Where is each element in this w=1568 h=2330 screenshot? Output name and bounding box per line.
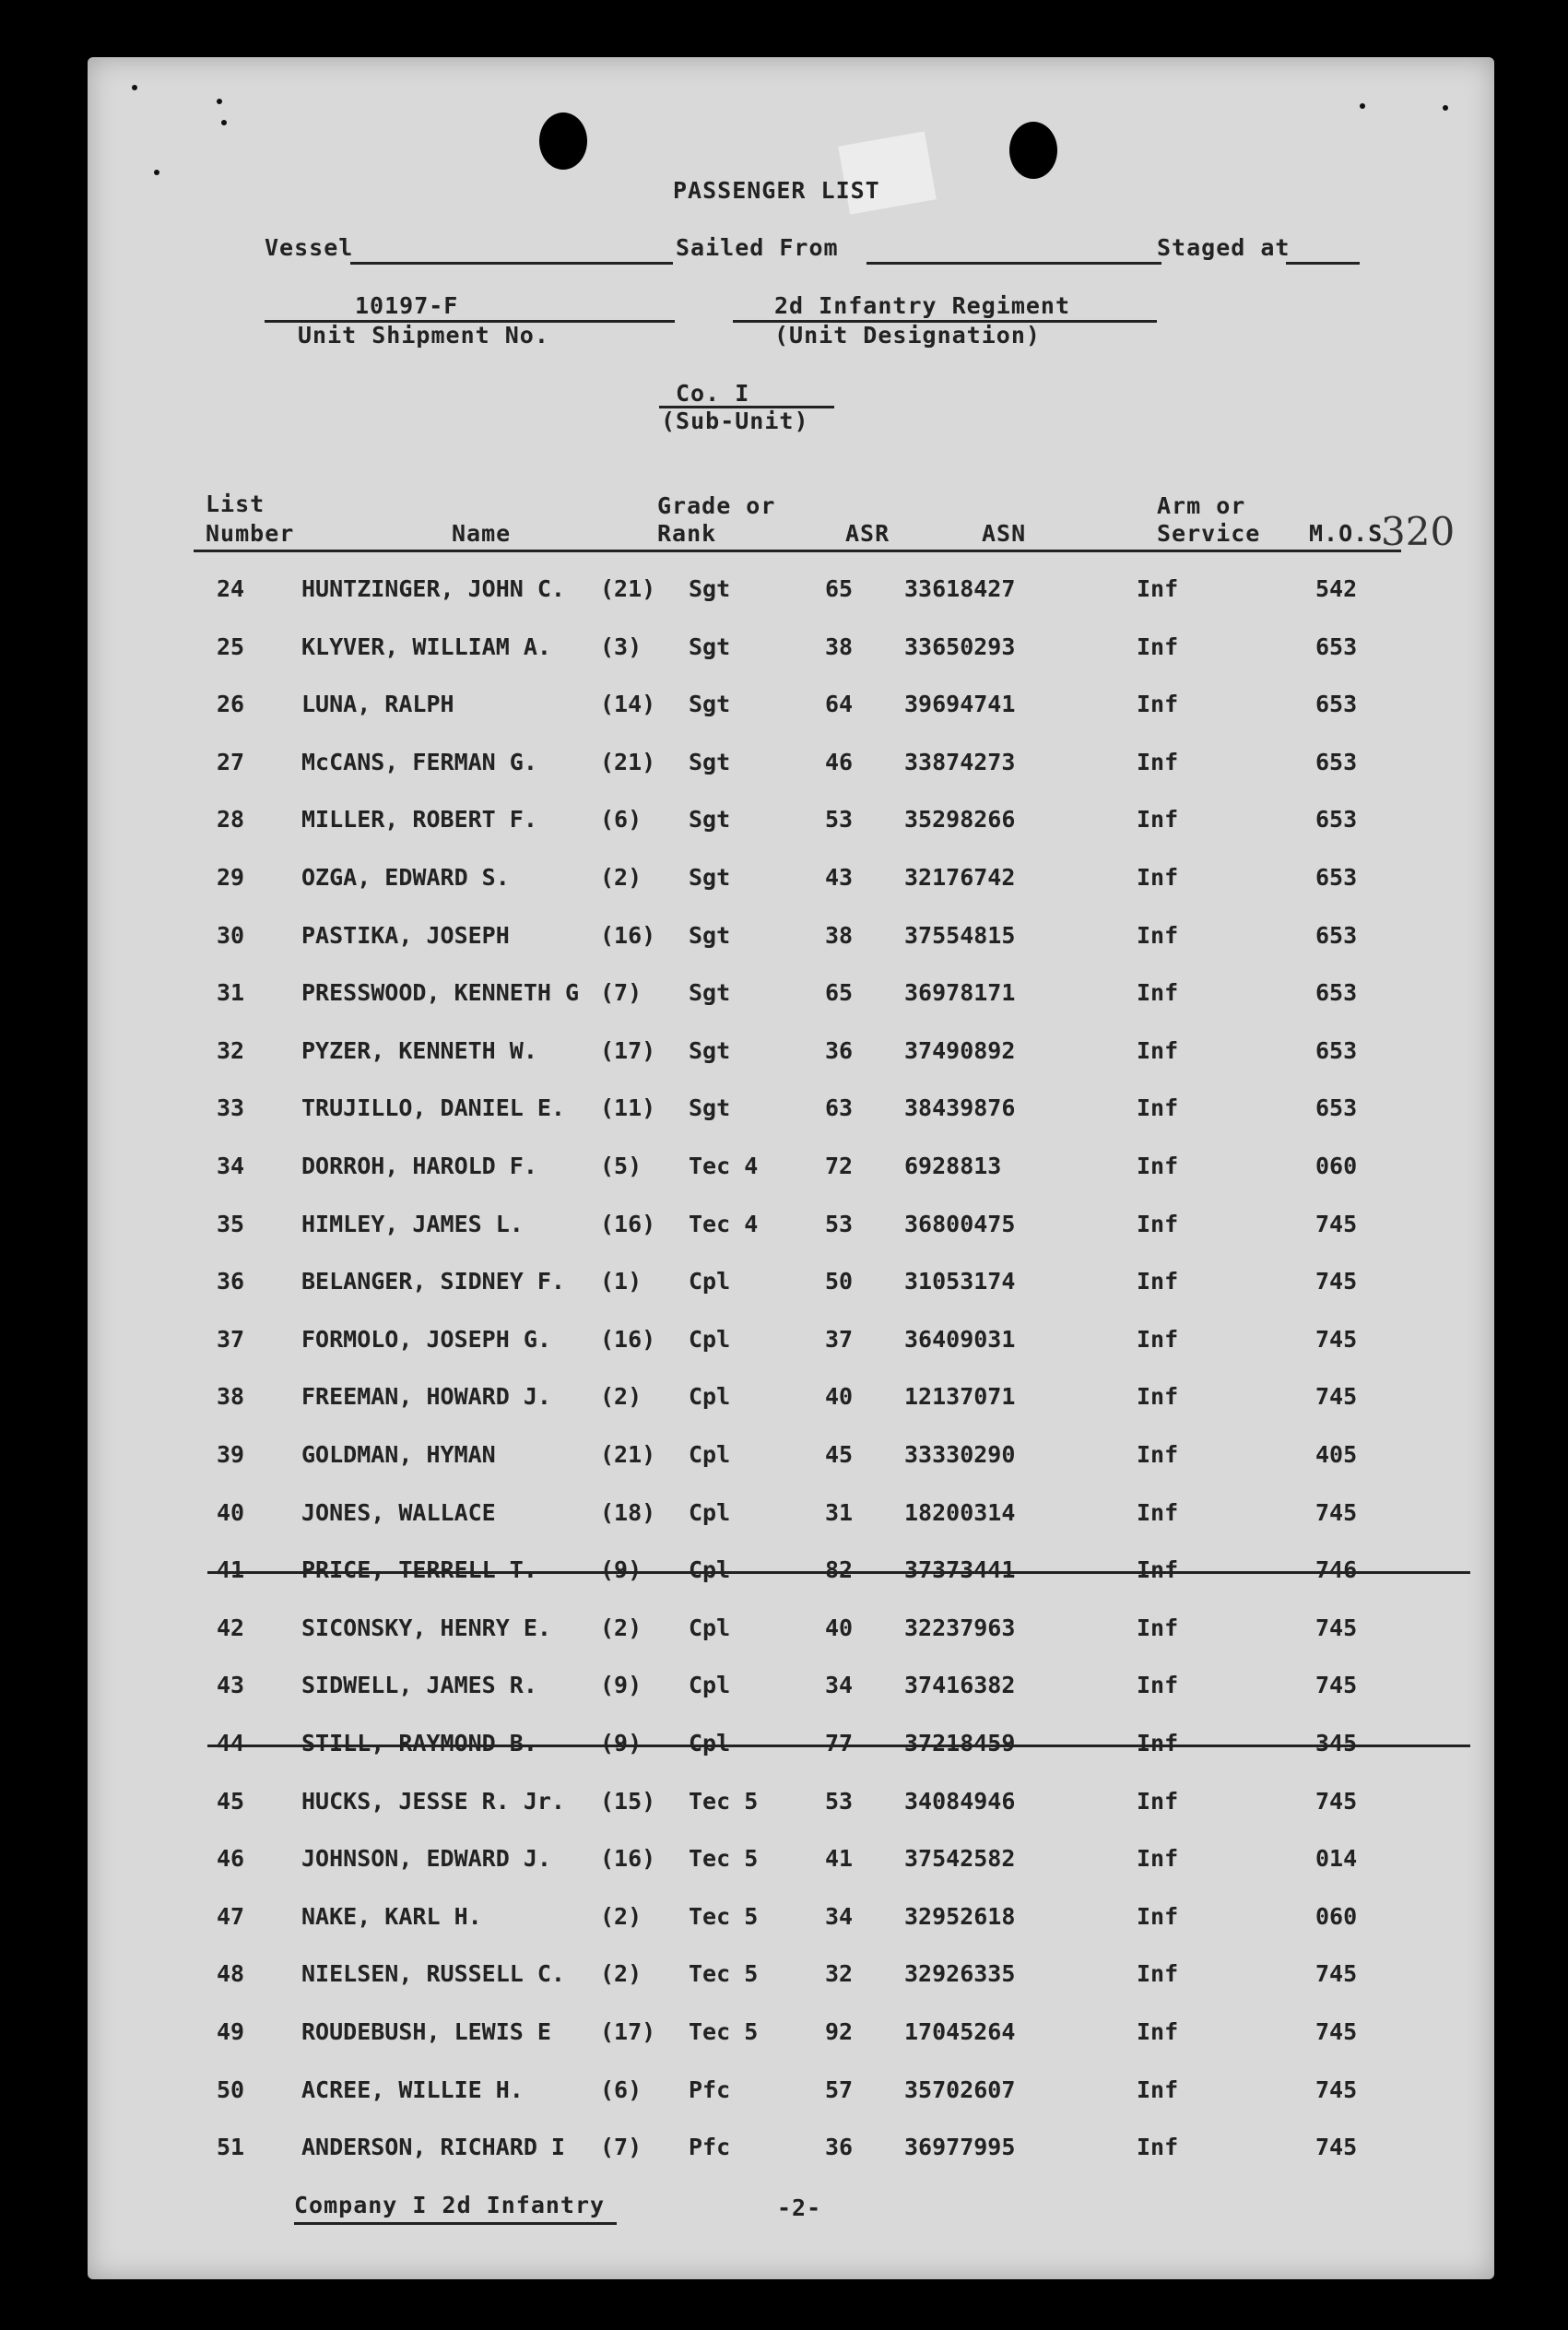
row-name: SIDWELL, JAMES R. [301, 1672, 537, 1699]
row-group: (9) [600, 1556, 643, 1584]
speck [154, 170, 159, 175]
page-number: 320 [1381, 509, 1456, 554]
row-name: JOHNSON, EDWARD J. [301, 1845, 551, 1873]
row-number: 28 [217, 806, 245, 834]
row-asr: 46 [825, 748, 854, 775]
row-grade: Sgt [689, 633, 731, 660]
row-grade: Sgt [689, 691, 731, 718]
row-arm: Inf [1137, 1845, 1179, 1873]
row-asn: 12137071 [904, 1383, 1016, 1411]
table-row [88, 1672, 1494, 1709]
row-number: 31 [217, 979, 245, 1007]
table-row [88, 1383, 1494, 1420]
strikethrough-line [207, 1745, 1470, 1747]
row-mos: 745 [1315, 2134, 1358, 2161]
row-asr: 45 [825, 1441, 854, 1468]
row-grade: Sgt [689, 806, 731, 834]
row-arm: Inf [1137, 633, 1179, 660]
row-asn: 36978171 [904, 979, 1016, 1007]
table-row [88, 1788, 1494, 1825]
unit-shipment-number: 10197-F [355, 292, 459, 319]
document-page [88, 57, 1494, 2279]
row-mos: 653 [1315, 691, 1358, 718]
row-grade: Pfc [689, 2134, 731, 2161]
col-asr: ASR [845, 520, 890, 547]
table-row [88, 1153, 1494, 1189]
row-group: (3) [600, 633, 643, 660]
row-asr: 82 [825, 1556, 854, 1584]
row-group: (15) [600, 1787, 656, 1815]
row-grade: Cpl [689, 1614, 731, 1641]
row-number: 24 [217, 575, 245, 602]
row-name: DORROH, HAROLD F. [301, 1153, 537, 1179]
row-arm: Inf [1137, 1787, 1179, 1815]
row-grade: Cpl [689, 1325, 731, 1353]
row-arm: Inf [1137, 806, 1179, 834]
row-name: McCANS, FERMAN G. [301, 748, 537, 775]
row-name: TRUJILLO, DANIEL E. [301, 1094, 565, 1122]
row-group: (11) [600, 1094, 656, 1122]
table-row [88, 1903, 1494, 1940]
row-group: (16) [600, 1325, 656, 1353]
table-row [88, 2076, 1494, 2113]
row-number: 45 [217, 1787, 245, 1815]
row-asr: 31 [825, 1498, 854, 1526]
staged-at-field-line [1286, 262, 1360, 265]
row-asr: 53 [825, 1787, 854, 1815]
row-number: 50 [217, 2076, 245, 2103]
row-mos: 405 [1315, 1441, 1358, 1468]
table-row [88, 1094, 1494, 1131]
row-grade: Tec 5 [689, 1787, 759, 1815]
row-mos: 745 [1315, 1614, 1358, 1641]
footer-company: Company I 2d Infantry [294, 2192, 606, 2218]
row-asn: 36409031 [904, 1325, 1016, 1353]
row-number: 37 [217, 1325, 245, 1353]
row-mos: 653 [1315, 748, 1358, 775]
row-asn: 37490892 [904, 1036, 1016, 1064]
row-group: (14) [600, 691, 656, 718]
row-number: 39 [217, 1441, 245, 1468]
speck [1443, 105, 1448, 111]
table-row [88, 864, 1494, 901]
table-row [88, 2018, 1494, 2055]
table-row [88, 1441, 1494, 1478]
row-group: (16) [600, 1845, 656, 1873]
row-name: PASTIKA, JOSEPH [301, 921, 510, 949]
row-asr: 40 [825, 1614, 854, 1641]
row-asn: 35298266 [904, 806, 1016, 834]
row-asr: 34 [825, 1672, 854, 1699]
row-group: (7) [600, 979, 643, 1007]
row-group: (16) [600, 1210, 656, 1237]
row-asr: 65 [825, 979, 854, 1007]
row-name: MILLER, ROBERT F. [301, 806, 537, 834]
sub-unit: Co. I [676, 380, 750, 407]
row-number: 47 [217, 1902, 245, 1930]
row-mos: 014 [1315, 1845, 1358, 1873]
row-name: PRESSWOOD, KENNETH G [301, 979, 580, 1007]
row-grade: Tec 5 [689, 1960, 759, 1988]
punch-hole-right [1009, 122, 1057, 179]
table-row [88, 691, 1494, 727]
header-rule [194, 550, 1401, 552]
row-mos: 653 [1315, 979, 1358, 1007]
row-arm: Inf [1137, 1556, 1179, 1584]
table-row [88, 749, 1494, 786]
row-mos: 745 [1315, 1498, 1358, 1526]
row-group: (7) [600, 2134, 643, 2161]
row-arm: Inf [1137, 2018, 1179, 2045]
row-arm: Inf [1137, 748, 1179, 775]
row-number: 30 [217, 921, 245, 949]
row-asn: 32176742 [904, 864, 1016, 891]
table-row [88, 1556, 1494, 1593]
row-grade: Sgt [689, 1036, 731, 1064]
table-row [88, 922, 1494, 959]
row-asn: 37554815 [904, 921, 1016, 949]
row-mos: 745 [1315, 1672, 1358, 1699]
row-arm: Inf [1137, 1094, 1179, 1122]
table-row [88, 1499, 1494, 1536]
row-number: 46 [217, 1845, 245, 1873]
col-asn: ASN [982, 520, 1027, 547]
table-row [88, 1845, 1494, 1882]
row-asn: 18200314 [904, 1498, 1016, 1526]
row-asn: 37373441 [904, 1556, 1016, 1584]
row-asn: 17045264 [904, 2018, 1016, 2045]
row-name: ROUDEBUSH, LEWIS E [301, 2018, 551, 2045]
table-row [88, 1960, 1494, 1997]
row-asr: 41 [825, 1845, 854, 1873]
row-asr: 64 [825, 691, 854, 718]
row-number: 36 [217, 1268, 245, 1295]
row-mos: 745 [1315, 2076, 1358, 2103]
strikethrough-line [207, 1571, 1470, 1574]
sailed-from-label: Sailed From [676, 234, 839, 261]
row-number: 48 [217, 1960, 245, 1988]
table-row [88, 806, 1494, 843]
row-asr: 36 [825, 2134, 854, 2161]
row-number: 41 [217, 1556, 245, 1584]
row-number: 40 [217, 1498, 245, 1526]
row-grade: Cpl [689, 1441, 731, 1468]
row-grade: Cpl [689, 1730, 731, 1756]
row-group: (6) [600, 2076, 643, 2103]
row-grade: Sgt [689, 1094, 731, 1122]
row-name: LUNA, RALPH [301, 691, 454, 718]
row-grade: Tec 5 [689, 1845, 759, 1873]
row-number: 32 [217, 1036, 245, 1064]
row-asn: 32952618 [904, 1902, 1016, 1930]
row-asn: 36977995 [904, 2134, 1016, 2161]
row-name: SICONSKY, HENRY E. [301, 1614, 551, 1641]
row-mos: 745 [1315, 2018, 1358, 2045]
row-asn: 39694741 [904, 691, 1016, 718]
row-arm: Inf [1137, 1614, 1179, 1641]
row-group: (5) [600, 1153, 643, 1179]
footer-page: -2- [777, 2194, 822, 2221]
row-name: KLYVER, WILLIAM A. [301, 633, 551, 660]
speck [217, 99, 222, 104]
row-number: 34 [217, 1153, 245, 1179]
row-group: (21) [600, 748, 656, 775]
row-asn: 37542582 [904, 1845, 1016, 1873]
sub-unit-label: (Sub-Unit) [661, 408, 809, 434]
row-mos: 745 [1315, 1787, 1358, 1815]
unit-designation-label: (Unit Designation) [774, 322, 1041, 349]
speck [1360, 103, 1365, 109]
row-asn: 34084946 [904, 1787, 1016, 1815]
speck [132, 85, 137, 90]
row-number: 44 [217, 1730, 245, 1756]
row-grade: Sgt [689, 979, 731, 1007]
row-asr: 50 [825, 1268, 854, 1295]
row-name: PYZER, KENNETH W. [301, 1036, 537, 1064]
row-number: 38 [217, 1383, 245, 1411]
row-name: OZGA, EDWARD S. [301, 864, 510, 891]
sailed-from-field-line [867, 262, 1161, 265]
row-arm: Inf [1137, 979, 1179, 1007]
row-asr: 37 [825, 1325, 854, 1353]
table-row [88, 1730, 1494, 1767]
row-group: (1) [600, 1268, 643, 1295]
footer-rule [294, 2222, 617, 2225]
unit-shipment-label: Unit Shipment No. [298, 322, 549, 349]
row-asr: 72 [825, 1153, 854, 1179]
unit-designation: 2d Infantry Regiment [774, 292, 1071, 319]
row-group: (21) [600, 575, 656, 602]
row-asr: 53 [825, 1210, 854, 1237]
row-mos: 542 [1315, 575, 1358, 602]
row-group: (9) [600, 1730, 643, 1756]
row-asn: 36800475 [904, 1210, 1016, 1237]
row-arm: Inf [1137, 1210, 1179, 1237]
row-number: 51 [217, 2134, 245, 2161]
row-mos: 653 [1315, 1036, 1358, 1064]
row-arm: Inf [1137, 1441, 1179, 1468]
row-name: NIELSEN, RUSSELL C. [301, 1960, 565, 1988]
row-mos: 745 [1315, 1383, 1358, 1411]
row-name: FORMOLO, JOSEPH G. [301, 1325, 551, 1353]
col-mos: M.O.S [1309, 520, 1384, 547]
row-asr: 40 [825, 1383, 854, 1411]
row-asr: 38 [825, 921, 854, 949]
row-mos: 060 [1315, 1902, 1358, 1930]
row-asn: 37218459 [904, 1730, 1016, 1756]
row-grade: Tec 5 [689, 2018, 759, 2045]
row-arm: Inf [1137, 2134, 1179, 2161]
row-mos: 060 [1315, 1153, 1358, 1179]
row-number: 42 [217, 1614, 245, 1641]
form-title: PASSENGER LIST [673, 177, 880, 204]
col-list-number-2: Number [206, 520, 295, 547]
row-grade: Pfc [689, 2076, 731, 2103]
row-arm: Inf [1137, 1268, 1179, 1295]
row-asn: 33618427 [904, 575, 1016, 602]
row-group: (9) [600, 1672, 643, 1699]
row-asr: 92 [825, 2018, 854, 2045]
staged-at-label: Staged at [1157, 234, 1291, 261]
row-grade: Cpl [689, 1672, 731, 1699]
row-group: (6) [600, 806, 643, 834]
row-arm: Inf [1137, 575, 1179, 602]
row-grade: Cpl [689, 1556, 731, 1584]
row-mos: 653 [1315, 1094, 1358, 1122]
row-number: 27 [217, 748, 245, 775]
table-row [88, 633, 1494, 670]
row-name: PRICE, TERRELL T. [301, 1556, 537, 1584]
table-row [88, 1211, 1494, 1248]
table-row [88, 1268, 1494, 1305]
row-arm: Inf [1137, 1036, 1179, 1064]
row-number: 33 [217, 1094, 245, 1122]
row-grade: Sgt [689, 748, 731, 775]
row-mos: 746 [1315, 1556, 1358, 1584]
row-arm: Inf [1137, 1672, 1179, 1699]
row-mos: 745 [1315, 1268, 1358, 1295]
row-group: (2) [600, 1960, 643, 1988]
row-asn: 37416382 [904, 1672, 1016, 1699]
row-number: 35 [217, 1210, 245, 1237]
row-asn: 35702607 [904, 2076, 1016, 2103]
row-mos: 653 [1315, 806, 1358, 834]
vessel-label: Vessel [265, 234, 354, 261]
row-grade: Sgt [689, 864, 731, 891]
row-arm: Inf [1137, 1730, 1179, 1756]
row-asn: 32237963 [904, 1614, 1016, 1641]
row-mos: 745 [1315, 1210, 1358, 1237]
row-arm: Inf [1137, 1383, 1179, 1411]
row-group: (2) [600, 1902, 643, 1930]
row-grade: Tec 5 [689, 1902, 759, 1930]
row-asn: 38439876 [904, 1094, 1016, 1122]
row-mos: 745 [1315, 1325, 1358, 1353]
table-row [88, 979, 1494, 1016]
row-arm: Inf [1137, 2076, 1179, 2103]
table-row [88, 575, 1494, 612]
row-number: 26 [217, 691, 245, 718]
table-row [88, 1326, 1494, 1363]
row-grade: Cpl [689, 1498, 731, 1526]
row-number: 43 [217, 1672, 245, 1699]
row-asr: 63 [825, 1094, 854, 1122]
row-asr: 65 [825, 575, 854, 602]
row-arm: Inf [1137, 691, 1179, 718]
row-mos: 745 [1315, 1960, 1358, 1988]
row-asn: 32926335 [904, 1960, 1016, 1988]
row-name: HUCKS, JESSE R. Jr. [301, 1787, 565, 1815]
row-group: (17) [600, 1036, 656, 1064]
row-name: BELANGER, SIDNEY F. [301, 1268, 565, 1295]
col-list-number-1: List [206, 491, 265, 517]
row-grade: Tec 4 [689, 1210, 759, 1237]
row-name: NAKE, KARL H. [301, 1902, 482, 1930]
row-asn: 31053174 [904, 1268, 1016, 1295]
vessel-field-line [350, 262, 673, 265]
col-name: Name [452, 520, 512, 547]
row-asr: 36 [825, 1036, 854, 1064]
row-name: JONES, WALLACE [301, 1498, 496, 1526]
col-arm-1: Arm or [1157, 492, 1246, 519]
row-arm: Inf [1137, 921, 1179, 949]
col-grade-2: Rank [657, 520, 717, 547]
row-arm: Inf [1137, 864, 1179, 891]
table-row [88, 1614, 1494, 1651]
row-asn: 33650293 [904, 633, 1016, 660]
row-name: ANDERSON, RICHARD I [301, 2134, 565, 2161]
row-name: STILL, RAYMOND B. [301, 1730, 537, 1756]
row-group: (2) [600, 864, 643, 891]
row-asn: 33330290 [904, 1441, 1016, 1468]
row-grade: Sgt [689, 921, 731, 949]
col-arm-2: Service [1157, 520, 1261, 547]
row-group: (2) [600, 1383, 643, 1411]
row-group: (21) [600, 1441, 656, 1468]
row-asr: 32 [825, 1960, 854, 1988]
row-grade: Tec 4 [689, 1153, 759, 1179]
row-group: (18) [600, 1498, 656, 1526]
row-asr: 53 [825, 806, 854, 834]
row-number: 25 [217, 633, 245, 660]
row-name: HIMLEY, JAMES L. [301, 1210, 524, 1237]
row-group: (17) [600, 2018, 656, 2045]
row-mos: 345 [1315, 1730, 1358, 1756]
row-arm: Inf [1137, 1153, 1179, 1179]
row-asr: 57 [825, 2076, 854, 2103]
row-group: (2) [600, 1614, 643, 1641]
row-grade: Cpl [689, 1268, 731, 1295]
row-arm: Inf [1137, 1902, 1179, 1930]
row-asn: 6928813 [904, 1153, 1002, 1179]
row-grade: Sgt [689, 575, 731, 602]
table-row [88, 1037, 1494, 1074]
row-asr: 77 [825, 1730, 854, 1756]
col-grade-1: Grade or [657, 492, 776, 519]
speck [221, 120, 227, 125]
row-name: HUNTZINGER, JOHN C. [301, 575, 565, 602]
row-asr: 43 [825, 864, 854, 891]
table-row [88, 2134, 1494, 2170]
row-number: 49 [217, 2018, 245, 2045]
row-mos: 653 [1315, 864, 1358, 891]
row-group: (16) [600, 921, 656, 949]
row-name: ACREE, WILLIE H. [301, 2076, 524, 2103]
punch-hole-left [539, 112, 587, 170]
row-asr: 34 [825, 1902, 854, 1930]
row-mos: 653 [1315, 921, 1358, 949]
row-number: 29 [217, 864, 245, 891]
row-name: GOLDMAN, HYMAN [301, 1441, 496, 1468]
row-asr: 38 [825, 633, 854, 660]
row-asn: 33874273 [904, 748, 1016, 775]
row-arm: Inf [1137, 1960, 1179, 1988]
row-name: FREEMAN, HOWARD J. [301, 1383, 551, 1411]
row-mos: 653 [1315, 633, 1358, 660]
row-arm: Inf [1137, 1325, 1179, 1353]
row-arm: Inf [1137, 1498, 1179, 1526]
row-grade: Cpl [689, 1383, 731, 1411]
